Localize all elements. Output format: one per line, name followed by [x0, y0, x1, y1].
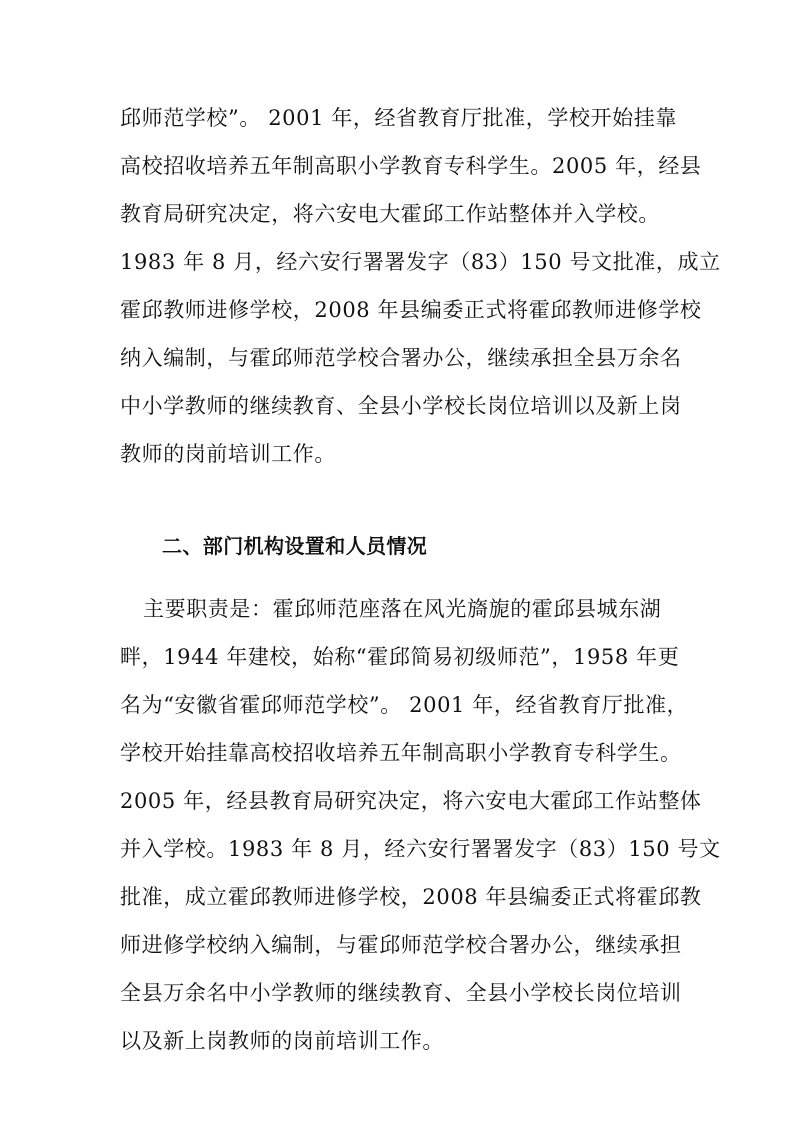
text-line: 名为“安徽省霍邱师范学校”。 2001 年，经省教育厅批准，	[120, 693, 689, 717]
text-line: 学校开始挂靠高校招收培养五年制高职小学教育专科学生。	[120, 741, 682, 765]
text-line: 纳入编制，与霍邱师范学校合署办公，继续承担全县万余名	[120, 346, 682, 370]
text-line: 并入学校。1983 年 8 月，经六安行署署发字（83）150 号文	[120, 837, 721, 861]
text-line: 教育局研究决定，将六安电大霍邱工作站整体并入学校。	[120, 202, 660, 226]
text-line: 批准，成立霍邱教师进修学校，2008 年县编委正式将霍邱教	[120, 885, 702, 909]
text-line: 中小学教师的继续教育、全县小学校长岗位培训以及新上岗	[120, 394, 682, 418]
text-line: 教师的岗前培训工作。	[120, 442, 336, 466]
text-line: 霍邱教师进修学校，2008 年县编委正式将霍邱教师进修学校	[120, 298, 702, 322]
section-heading: 二、部门机构设置和人员情况	[162, 534, 428, 558]
text-line: 以及新上岗教师的岗前培训工作。	[120, 1029, 444, 1053]
text-line: 高校招收培养五年制高职小学教育专科学生。2005 年，经县	[120, 154, 702, 178]
text-line: 师进修学校纳入编制，与霍邱师范学校合署办公，继续承担	[120, 933, 682, 957]
text-line: 邱师范学校”。 2001 年，经省教育厅批准，学校开始挂靠	[120, 106, 677, 130]
text-line: 全县万余名中小学教师的继续教育、全县小学校长岗位培训	[120, 981, 682, 1005]
text-line: 主要职责是：霍邱师范座落在风光旖旎的霍邱县城东湖	[143, 597, 662, 621]
text-line: 1983 年 8 月，经六安行署署发字（83）150 号文批准，成立	[120, 250, 721, 274]
text-line: 畔，1944 年建校，始称“霍邱简易初级师范”，1958 年更	[120, 645, 680, 669]
text-line: 2005 年，经县教育局研究决定，将六安电大霍邱工作站整体	[120, 789, 702, 813]
